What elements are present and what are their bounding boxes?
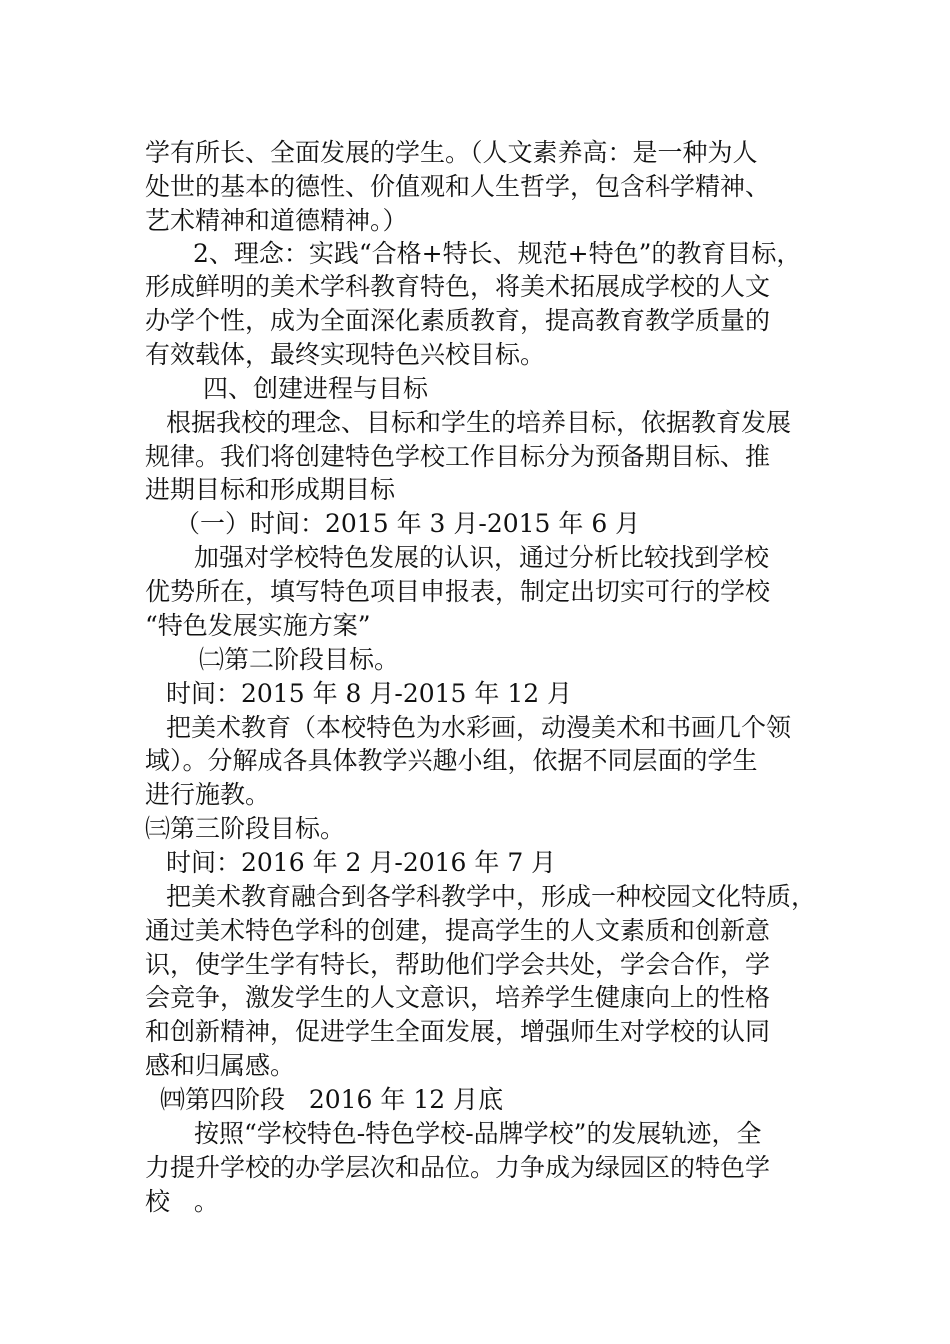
text-line: “特色发展实施方案” — [145, 611, 371, 640]
text-line: 学有所长、全面发展的学生。（人文素养高：是一种为人 — [145, 138, 758, 167]
text-line: 会竞争，激发学生的人文意识，培养学生健康向上的性格 — [145, 983, 771, 1012]
text-line: 感和归属感。 — [145, 1051, 296, 1080]
subsection-heading: （一）时间：2015 年 3 月-2015 年 6 月 — [175, 509, 641, 538]
text-line: 力提升学校的办学层次和品位。力争成为绿园区的特色学 — [145, 1153, 771, 1182]
text-line: 形成鲜明的美术学科教育特色，将美术拓展成学校的人文 — [145, 272, 771, 301]
text-line: 通过美术特色学科的创建，提高学生的人文素质和创新意 — [145, 916, 771, 945]
text-line: 时间：2016 年 2 月-2016 年 7 月 — [166, 848, 557, 877]
text-line: 识，使学生学有特长，帮助他们学会共处，学会合作，学 — [145, 950, 771, 979]
subsection-heading: ㈡第二阶段目标。 — [199, 645, 400, 674]
text-line: 优势所在，填写特色项目申报表，制定出切实可行的学校 — [145, 577, 771, 606]
subsection-heading: ㈣第四阶段 2016 年 12 月底 — [160, 1085, 504, 1114]
text-line: 有效载体，最终实现特色兴校目标。 — [145, 340, 546, 369]
text-line: 加强对学校特色发展的认识，通过分析比较找到学校 — [194, 543, 770, 572]
text-line: 2、理念：实践“合格+特长、规范+特色”的教育目标， — [193, 239, 802, 268]
text-line: 进期目标和形成期目标 — [145, 475, 396, 504]
text-line: 规律。我们将创建特色学校工作目标分为预备期目标、推 — [145, 442, 771, 471]
text-line: 时间：2015 年 8 月-2015 年 12 月 — [166, 679, 573, 708]
section-heading: 四、创建进程与目标 — [203, 374, 429, 403]
text-line: 把美术教育融合到各学科教学中，形成一种校园文化特质， — [166, 882, 817, 911]
text-line: 根据我校的理念、目标和学生的培养目标，依据教育发展 — [166, 408, 792, 437]
text-line: 和创新精神，促进学生全面发展，增强师生对学校的认同 — [145, 1017, 771, 1046]
text-line: 艺术精神和道德精神。） — [145, 206, 408, 235]
text-line: 办学个性，成为全面深化素质教育，提高教育教学质量的 — [145, 306, 771, 335]
text-line: 域）。分解成各具体教学兴趣小组，依据不同层面的学生 — [145, 746, 758, 775]
text-line: 处世的基本的德性、价值观和人生哲学，包含科学精神、 — [145, 172, 771, 201]
subsection-heading: ㈢第三阶段目标。 — [145, 814, 346, 843]
text-line: 把美术教育（本校特色为水彩画，动漫美术和书画几个领 — [166, 713, 792, 742]
text-line: 按照“学校特色-特色学校-品牌学校”的发展轨迹，全 — [194, 1119, 762, 1148]
text-line: 校 。 — [145, 1187, 219, 1216]
text-line: 进行施教。 — [145, 780, 271, 809]
